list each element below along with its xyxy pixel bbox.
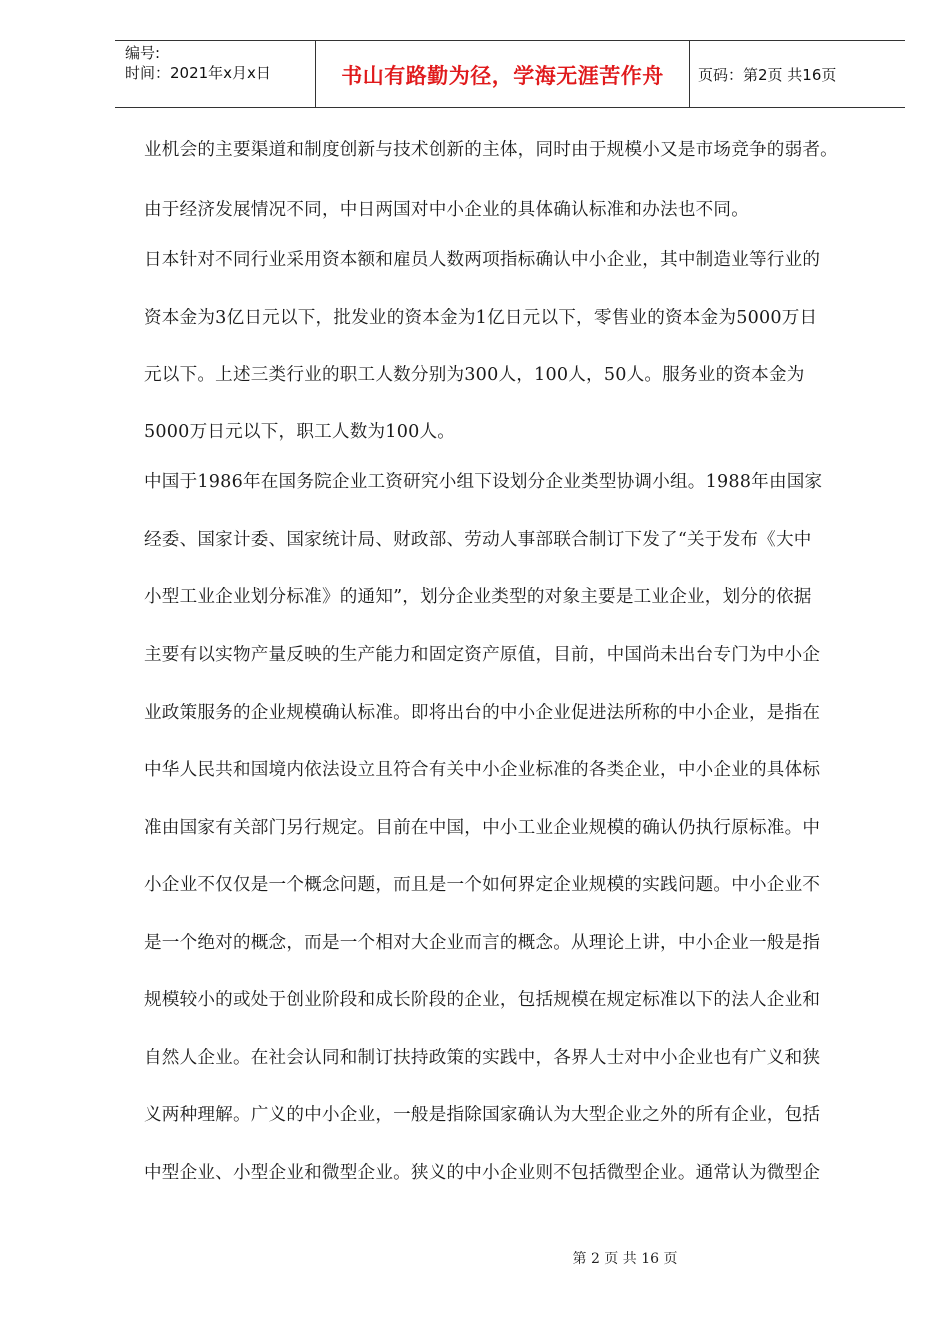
text-line: 主要有以实物产量反映的生产能力和固定资产原值，目前，中国尚未出台专门为中小企 bbox=[144, 645, 821, 665]
text-line: 5000万日元以下，职工人数为100人。 bbox=[144, 422, 456, 442]
text-line: 自然人企业。在社会认同和制订扶持政策的实践中，各界人士对中小企业也有广义和狭 bbox=[144, 1048, 821, 1068]
text-line: 是一个绝对的概念，而是一个相对大企业而言的概念。从理论上讲，中小企业一般是指 bbox=[144, 933, 821, 953]
text-line: 小企业不仅仅是一个概念问题，而且是一个如何界定企业规模的实践问题。中小企业不 bbox=[144, 875, 821, 895]
text-line: 规模较小的或处于创业阶段和成长阶段的企业，包括规模在规定标准以下的法人企业和 bbox=[144, 990, 821, 1010]
header-motto-cell bbox=[316, 41, 690, 107]
time-label: 时间：2021年x月x日 bbox=[125, 64, 271, 82]
motto-text: 书山有路勤为径，学海无涯苦作舟 bbox=[341, 64, 664, 88]
page-info: 页码：第2页 共16页 bbox=[698, 65, 837, 84]
page-header bbox=[115, 40, 905, 108]
text-line: 小型工业企业划分标准》的通知”，划分企业类型的对象主要是工业企业，划分的依据 bbox=[144, 587, 812, 607]
serial-label: 编号: bbox=[125, 44, 161, 62]
text-line: 日本针对不同行业采用资本额和雇员人数两项指标确认中小企业，其中制造业等行业的 bbox=[144, 250, 821, 270]
page-footer bbox=[0, 1248, 950, 1268]
header-meta bbox=[115, 41, 316, 107]
text-line: 资本金为3亿日元以下，批发业的资本金为1亿日元以下，零售业的资本金为5000万日 bbox=[144, 308, 818, 328]
text-line: 准由国家有关部门另行规定。目前在中国，中小工业企业规模的确认仍执行原标准。中 bbox=[144, 818, 821, 838]
footer-page-number: 第 2 页 共 16 页 bbox=[572, 1251, 678, 1267]
text-line: 中型企业、小型企业和微型企业。狭义的中小企业则不包括微型企业。通常认为微型企 bbox=[144, 1163, 821, 1183]
text-line: 元以下。上述三类行业的职工人数分别为300人，100人，50人。服务业的资本金为 bbox=[144, 365, 805, 385]
text-line: 中国于1986年在国务院企业工资研究小组下设划分企业类型协调小组。1988年由国家 bbox=[144, 472, 823, 492]
text-line: 经委、国家计委、国家统计局、财政部、劳动人事部联合制订下发了“关于发布《大中 bbox=[144, 530, 812, 550]
text-line: 由于经济发展情况不同，中日两国对中小企业的具体确认标准和办法也不同。 bbox=[144, 200, 749, 220]
text-line: 义两种理解。广义的中小企业，一般是指除国家确认为大型企业之外的所有企业，包括 bbox=[144, 1105, 821, 1125]
text-line: 业政策服务的企业规模确认标准。即将出台的中小企业促进法所称的中小企业，是指在 bbox=[144, 703, 821, 723]
header-page-info-cell bbox=[690, 41, 905, 107]
text-line: 业机会的主要渠道和制度创新与技术创新的主体，同时由于规模小又是市场竞争的弱者。 bbox=[144, 140, 838, 160]
text-line: 中华人民共和国境内依法设立且符合有关中小企业标准的各类企业，中小企业的具体标 bbox=[144, 760, 821, 780]
